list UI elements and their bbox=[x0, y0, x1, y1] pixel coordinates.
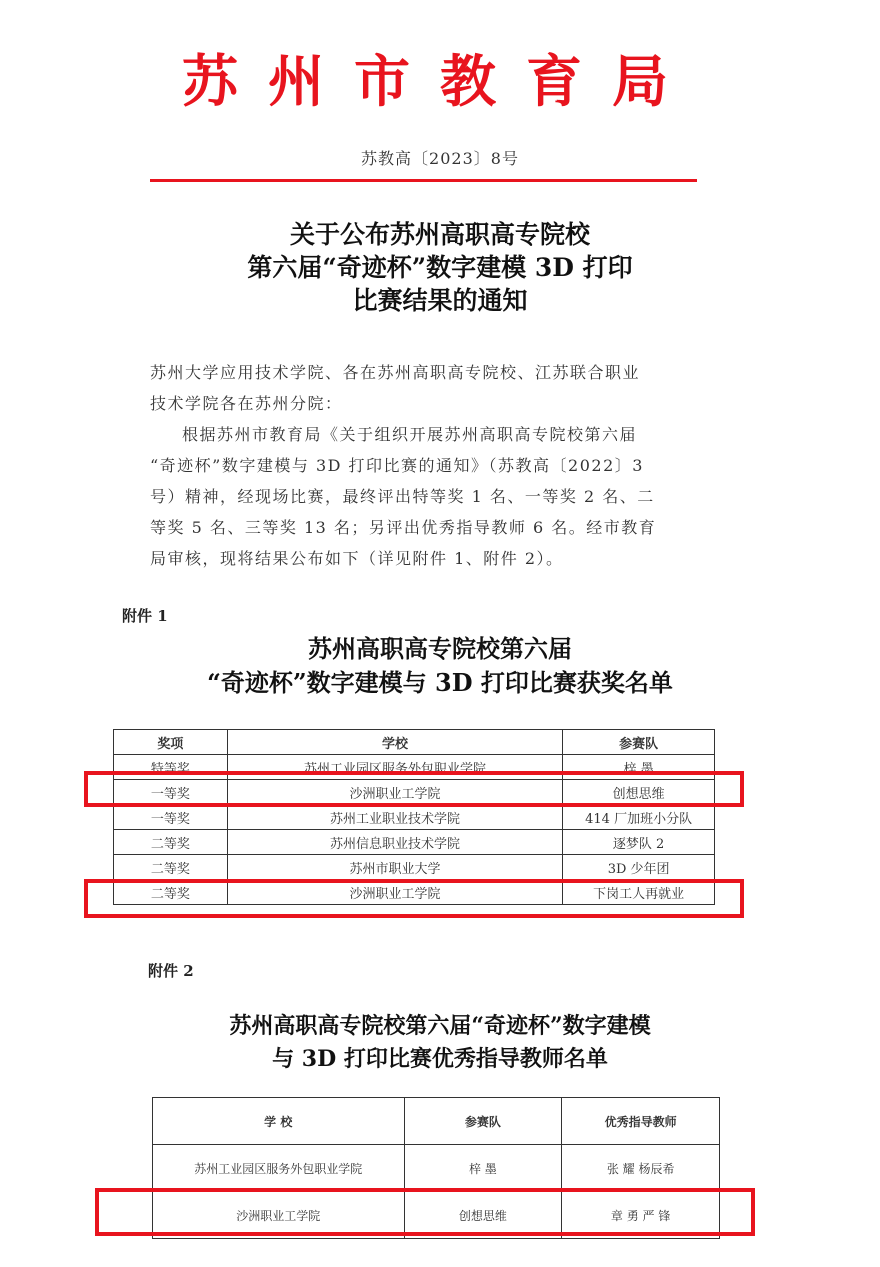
teacher-cell: 章 勇 严 锋 bbox=[562, 1192, 720, 1239]
school-cell: 沙洲职业工学院 bbox=[227, 880, 562, 905]
recipients-line: 苏州大学应用技术学院、各在苏州高职高专院校、江苏联合职业 bbox=[150, 363, 641, 382]
recipients-line: 技术学院各在苏州分院： bbox=[150, 394, 343, 413]
award-cell: 一等奖 bbox=[114, 805, 228, 830]
team-cell: 梓 墨 bbox=[563, 755, 715, 780]
body-line: 号）精神，经现场比赛，最终评出特等奖 1 名、一等奖 2 名、二 bbox=[150, 487, 655, 506]
team-cell: 下岗工人再就业 bbox=[563, 880, 715, 905]
table-header-row bbox=[153, 1098, 720, 1145]
column-header: 参赛队 bbox=[563, 730, 715, 755]
highlight-box bbox=[84, 771, 744, 807]
school-cell: 苏州信息职业技术学院 bbox=[227, 830, 562, 855]
body-line: 等奖 5 名、三等奖 13 名；另评出优秀指导教师 6 名。经市教育 bbox=[150, 518, 657, 537]
school-cell: 苏州工业职业技术学院 bbox=[227, 805, 562, 830]
teacher-cell: 张 耀 杨辰希 bbox=[562, 1145, 720, 1192]
team-cell: 414 厂加班小分队 bbox=[563, 805, 715, 830]
body-line: 根据苏州市教育局《关于组织开展苏州高职高专院校第六届 bbox=[182, 425, 638, 444]
annex-2-label: 附件 2 bbox=[148, 962, 194, 980]
annex-1-title-line: “奇迹杯”数字建模与 3D 打印比赛获奖名单 bbox=[207, 668, 673, 697]
column-header: 优秀指导教师 bbox=[562, 1098, 720, 1145]
award-cell: 二等奖 bbox=[114, 880, 228, 905]
annex-2-title-line: 与 3D 打印比赛优秀指导教师名单 bbox=[272, 1046, 608, 1072]
school-cell: 沙洲职业工学院 bbox=[153, 1192, 405, 1239]
school-cell: 沙洲职业工学院 bbox=[227, 780, 562, 805]
annex-1-label: 附件 1 bbox=[122, 607, 168, 625]
column-header: 参赛队 bbox=[404, 1098, 562, 1145]
school-cell: 苏州市职业大学 bbox=[227, 855, 562, 880]
recipients bbox=[150, 357, 698, 419]
team-cell: 3D 少年团 bbox=[563, 855, 715, 880]
table-row bbox=[114, 855, 715, 880]
team-cell: 梓 墨 bbox=[404, 1145, 562, 1192]
body-line: “奇迹杯”数字建模与 3D 打印比赛的通知》（苏教高〔2022〕3 bbox=[150, 456, 644, 475]
notice-title-line: 比赛结果的通知 bbox=[352, 286, 528, 315]
column-header: 奖项 bbox=[114, 730, 228, 755]
team-cell: 逐梦队 2 bbox=[563, 830, 715, 855]
table-row bbox=[114, 805, 715, 830]
table-row bbox=[153, 1145, 720, 1192]
school-cell: 苏州工业园区服务外包职业学院 bbox=[227, 755, 562, 780]
document-number: 苏教高〔2023〕8号 bbox=[361, 149, 519, 168]
body-line: 局审核，现将结果公布如下（详见附件 1、附件 2）。 bbox=[150, 549, 564, 568]
highlight-box bbox=[84, 879, 744, 918]
annex-1-title-line: 苏州高职高专院校第六届 bbox=[308, 634, 572, 663]
annex-2-title-line: 苏州高职高专院校第六届“奇迹杯”数字建模 bbox=[229, 1013, 651, 1039]
school-cell: 苏州工业园区服务外包职业学院 bbox=[153, 1145, 405, 1192]
red-divider-line bbox=[150, 179, 697, 182]
notice-title bbox=[0, 218, 880, 317]
table-row bbox=[114, 830, 715, 855]
award-cell: 特等奖 bbox=[114, 755, 228, 780]
team-cell: 创想思维 bbox=[404, 1192, 562, 1239]
notice-title-line: 第六届“奇迹杯”数字建模 3D 打印 bbox=[247, 253, 633, 282]
award-cell: 一等奖 bbox=[114, 780, 228, 805]
award-cell: 二等奖 bbox=[114, 830, 228, 855]
annex-2-title bbox=[0, 1010, 880, 1076]
award-cell: 二等奖 bbox=[114, 855, 228, 880]
team-cell: 创想思维 bbox=[563, 780, 715, 805]
column-header: 学 校 bbox=[153, 1098, 405, 1145]
highlight-box bbox=[95, 1188, 755, 1236]
body-paragraph bbox=[150, 419, 698, 574]
notice-title-line: 关于公布苏州高职高专院校 bbox=[289, 220, 590, 249]
annex-1-title bbox=[0, 632, 880, 700]
table-header-row bbox=[114, 730, 715, 755]
issuing-org-title: 苏州市教育局 bbox=[182, 49, 698, 115]
column-header: 学校 bbox=[227, 730, 562, 755]
